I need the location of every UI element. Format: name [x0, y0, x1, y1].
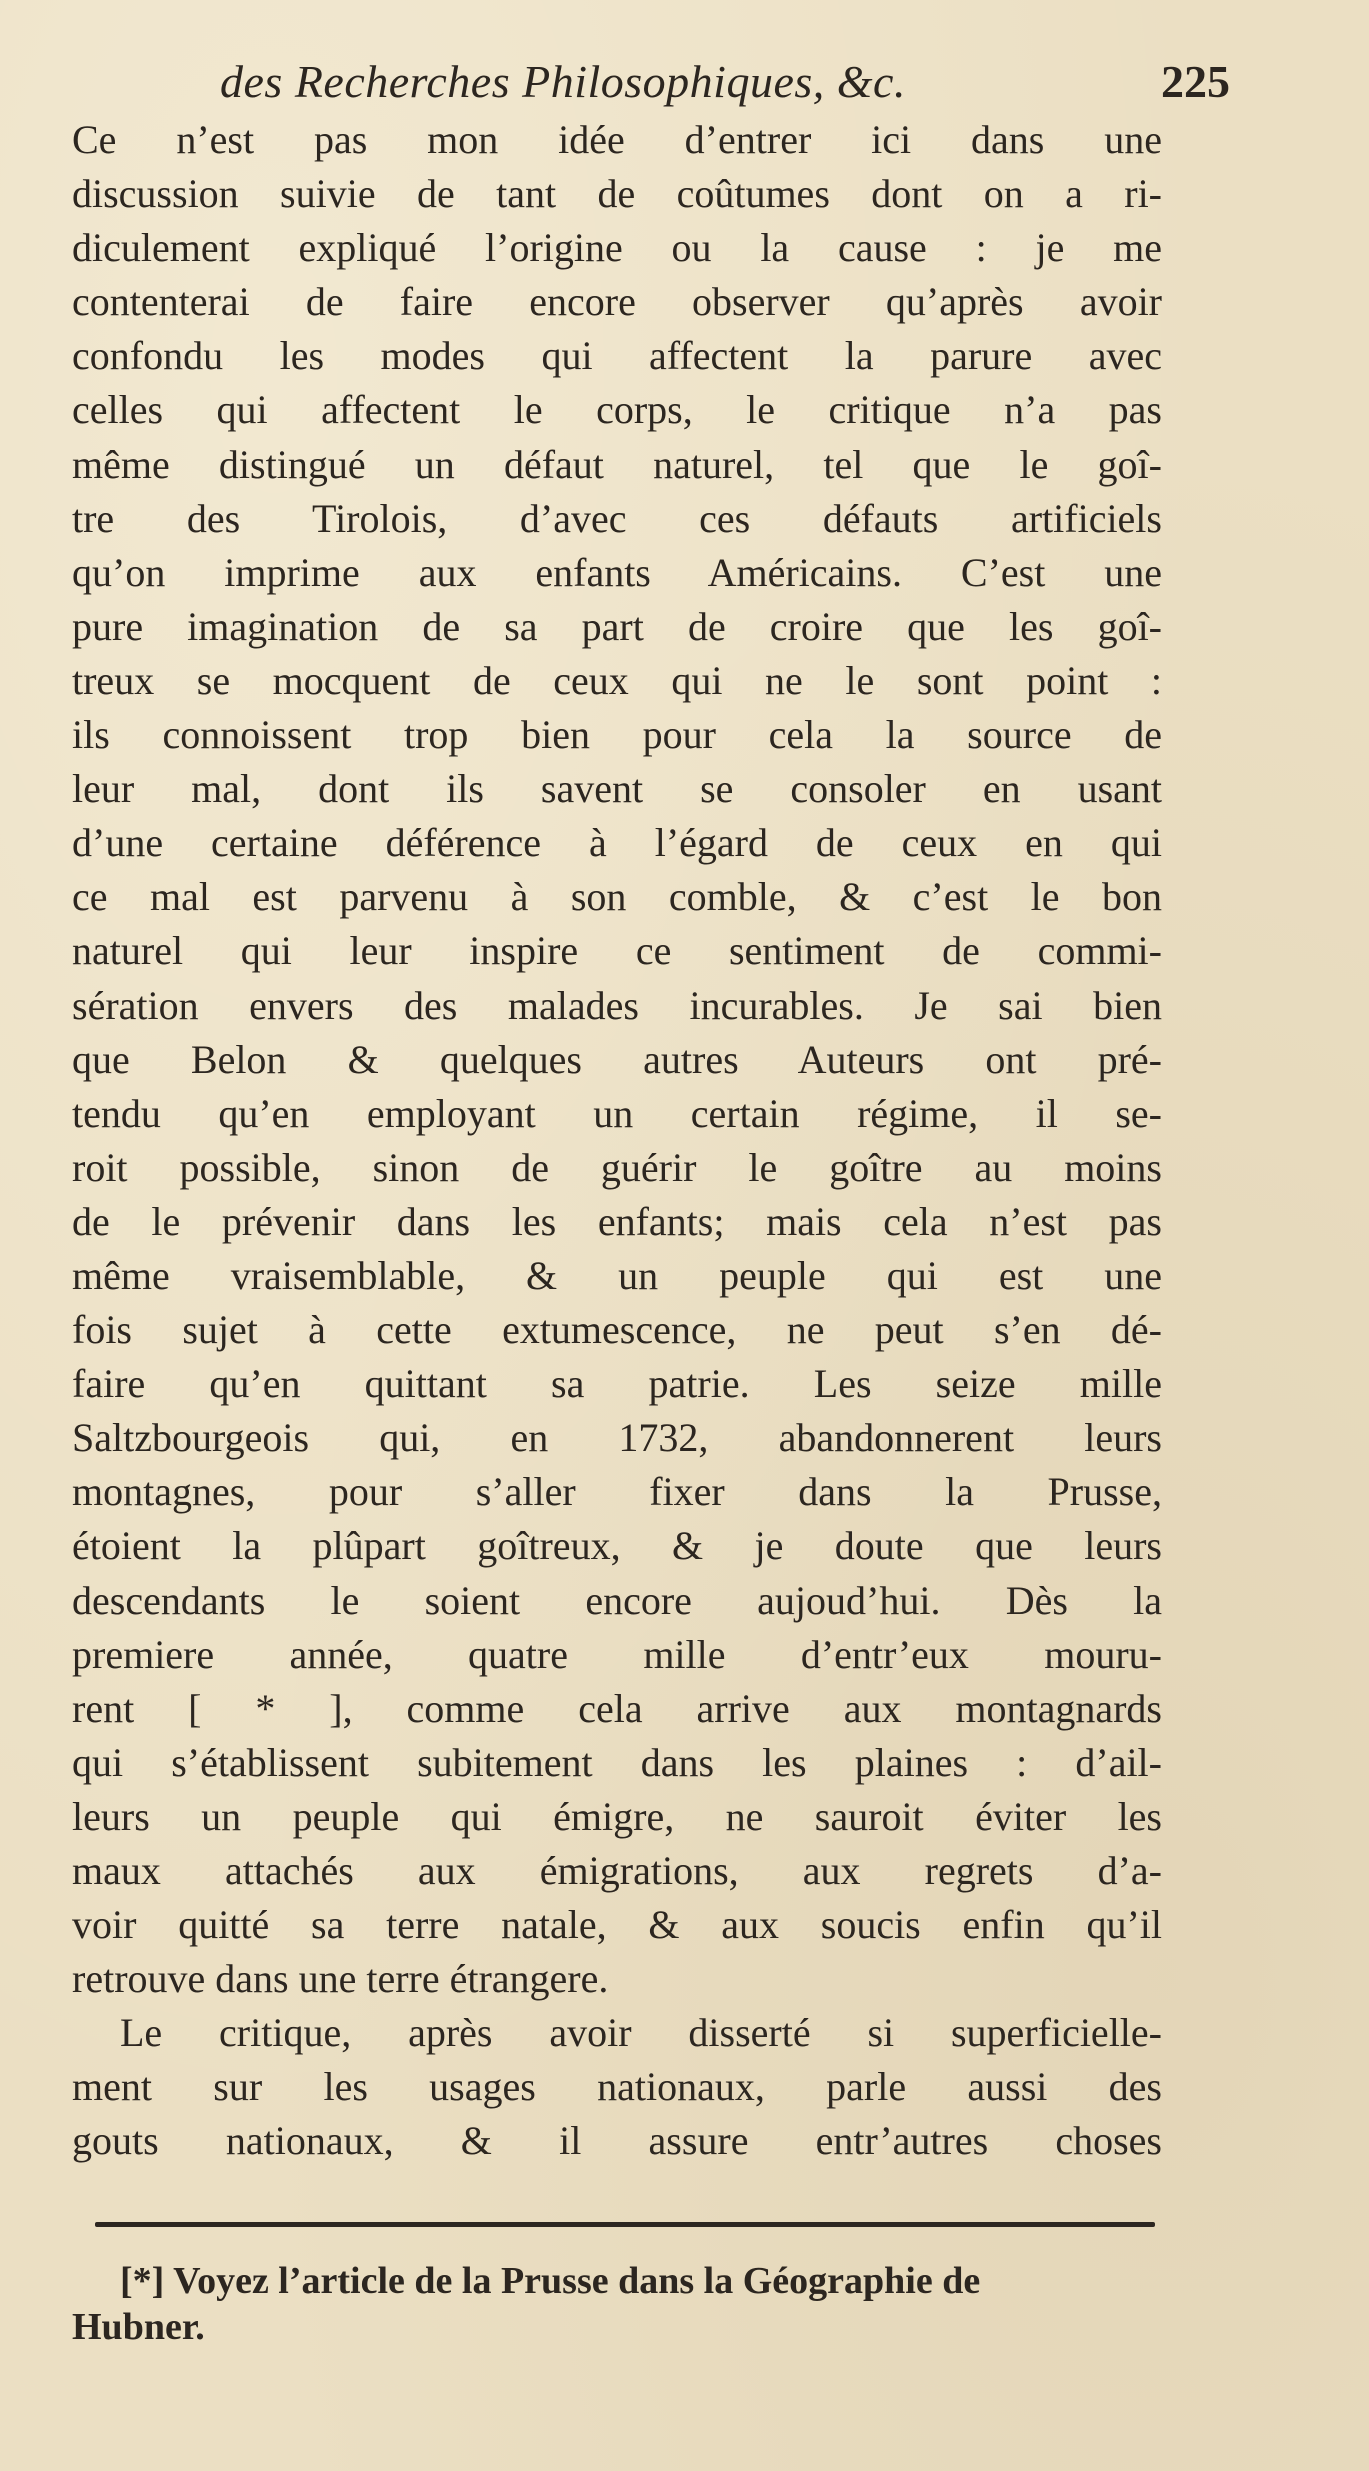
text-line: ment sur les usages nationaux, parle aussi des — [72, 2064, 1162, 2110]
text-line: descendants le soient encore aujoud’hui. Dès la — [72, 1577, 1162, 1623]
text-line: treux se mocquent de ceux qui ne le sont point : — [72, 657, 1162, 703]
footnote-rule — [95, 2222, 1155, 2227]
text-line: tre des Tirolois, d’avec ces défauts artificiels — [72, 495, 1162, 541]
running-title: des Recherches Philosophiques, &c. — [220, 56, 906, 107]
text-line: qu’on imprime aux enfants Américains. C’est une — [72, 549, 1162, 595]
text-line: discussion suivie de tant de coûtumes dont on a ri- — [72, 171, 1162, 217]
text-line: premiere année, quatre mille d’entr’eux mouru- — [72, 1631, 1162, 1677]
text-line: fois sujet à cette extumescence, ne peut s’en dé- — [72, 1307, 1162, 1353]
text-line: pure imagination de sa part de croire que les goî- — [72, 603, 1162, 649]
text-line: Ce n’est pas mon idée d’entrer ici dans une — [72, 117, 1162, 162]
text-line: roit possible, sinon de guérir le goître au moins — [72, 1144, 1162, 1190]
text-line: naturel qui leur inspire ce sentiment de commi- — [72, 928, 1162, 974]
text-line: leur mal, dont ils savent se consoler en usant — [72, 766, 1162, 812]
text-line: faire qu’en quittant sa patrie. Les seize mille — [72, 1361, 1162, 1407]
text-line: celles qui affectent le corps, le critique n’a pas — [72, 387, 1162, 433]
text-line: Saltzbourgeois qui, en 1732, abandonnerent leurs — [72, 1415, 1162, 1461]
text-line: qui s’établissent subitement dans les plaines : d’ail- — [72, 1739, 1162, 1785]
text-line: contenterai de faire encore observer qu’après avoir — [72, 279, 1162, 325]
text-line: montagnes, pour s’aller fixer dans la Prusse, — [72, 1469, 1162, 1515]
text-line: ils connoissent trop bien pour cela la source de — [72, 712, 1162, 758]
text-line: leurs un peuple qui émigre, ne sauroit éviter les — [72, 1793, 1162, 1839]
text-line: gouts nationaux, & il assure entr’autres choses — [72, 2118, 1162, 2164]
footnote — [72, 2258, 1182, 2350]
text-line: ce mal est parvenu à son comble, & c’est le bon — [72, 874, 1162, 920]
text-line: de le prévenir dans les enfants; mais cela n’est pas — [72, 1198, 1162, 1244]
text-line: diculement expliqué l’origine ou la cause : je me — [72, 225, 1162, 271]
text-line: retrouve dans une terre étrangere. — [72, 1956, 609, 2002]
footnote-line: Hubner. — [72, 2306, 205, 2348]
text-line: même distingué un défaut naturel, tel que le goî- — [72, 441, 1162, 487]
text-line: Le critique, après avoir disserté si superficielle- — [120, 2010, 1162, 2056]
page-header — [220, 55, 1230, 115]
text-line: voir quitté sa terre natale, & aux soucis enfin qu’il — [72, 1902, 1162, 1948]
footnote-line: [*] Voyez l’article de la Prusse dans la Géographie de — [120, 2260, 981, 2302]
text-line: que Belon & quelques autres Auteurs ont pré- — [72, 1036, 1162, 1082]
page-number: 225 — [1161, 56, 1230, 107]
text-line: tendu qu’en employant un certain régime, il se- — [72, 1090, 1162, 1136]
text-line: maux attachés aux émigrations, aux regrets d’a- — [72, 1848, 1162, 1893]
text-line: confondu les modes qui affectent la parure avec — [72, 333, 1162, 379]
body-text — [72, 113, 1162, 2169]
text-line: rent [ * ], comme cela arrive aux montagnards — [72, 1685, 1162, 1731]
text-line: sération envers des malades incurables. Je sai bien — [72, 982, 1162, 1028]
text-line: d’une certaine déférence à l’égard de ceux en qui — [72, 820, 1162, 866]
text-line: étoient la plûpart goîtreux, & je doute que leurs — [72, 1523, 1162, 1569]
text-line: même vraisemblable, & un peuple qui est une — [72, 1252, 1162, 1298]
